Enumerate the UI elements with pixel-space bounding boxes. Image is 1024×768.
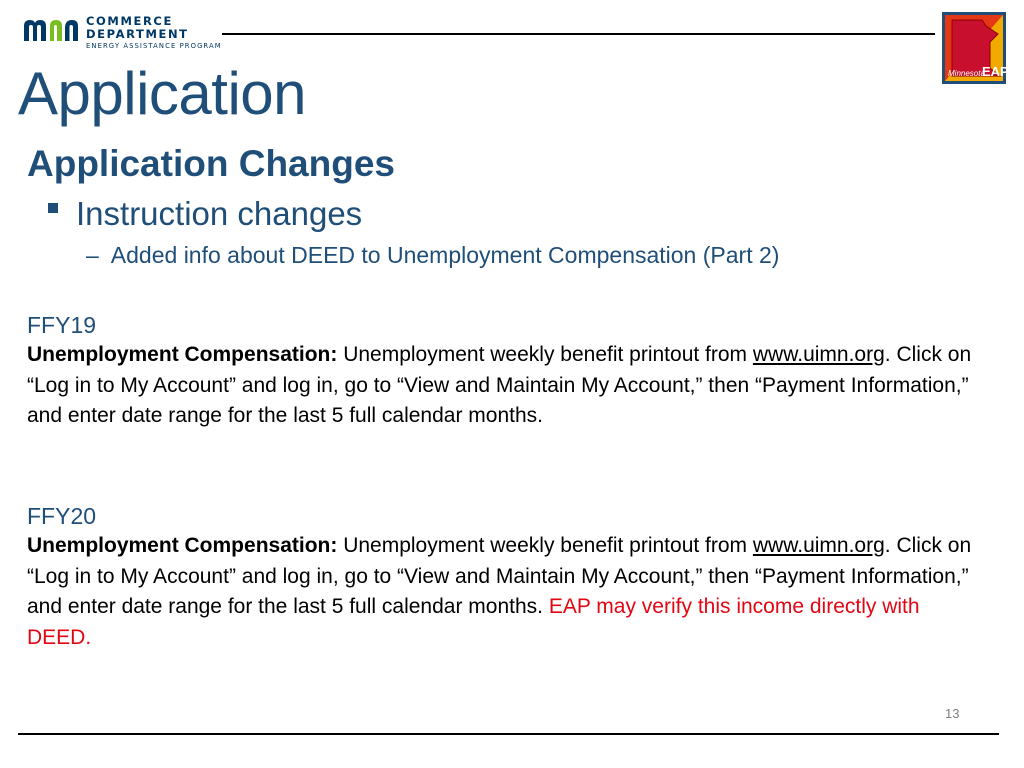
bold-lead: Unemployment Compensation: [27, 343, 338, 366]
dash-bullet-icon: – [86, 242, 99, 268]
section-body-ffy20 [27, 531, 977, 653]
square-bullet-icon [48, 203, 58, 213]
header-divider [222, 33, 935, 35]
section-label-ffy19: FFY19 [27, 312, 97, 338]
bold-lead: Unemployment Compensation: [27, 534, 338, 557]
uimn-link[interactable]: www.uimn.org [752, 343, 885, 366]
uimn-link[interactable]: www.uimn.org [752, 534, 885, 557]
sub-bullet-deed-info [86, 240, 779, 270]
body-text-a: Unemployment weekly benefit printout from [337, 534, 753, 557]
deed-verify-note: EAP may verify this income directly with DEED. [27, 595, 920, 649]
minnesota-eap-badge [942, 12, 1009, 84]
bullet-instruction-changes [48, 194, 362, 234]
svg-text:Minnesota: Minnesota [948, 69, 985, 78]
page-number: 13 [945, 706, 960, 721]
body-text-a: Unemployment weekly benefit printout from [337, 343, 753, 366]
body-text-b: . Click on “Log in to My Account” and log in, go to “View and Maintain My Account,” then “Payment Information,” and enter date range for the last 5 full calendar months. [27, 343, 972, 427]
bullet-l1-text: Instruction changes [76, 195, 363, 232]
section-body-ffy19 [27, 340, 977, 432]
logo-text-commerce: COMMERCE [86, 14, 173, 28]
svg-text:EAP: EAP [982, 64, 1009, 79]
logo-text-department: DEPARTMENT [86, 27, 189, 41]
section-label-ffy20: FFY20 [27, 503, 97, 529]
footer-divider [18, 733, 999, 735]
body-text-b: . Click on “Log in to My Account” and log in, go to “View and Maintain My Account,” then “Payment Information,” and enter date range for the last 5 full calendar months. [27, 534, 972, 618]
logo-text-program: ENERGY ASSISTANCE PROGRAM [86, 42, 222, 50]
slide-title: Application [18, 60, 307, 127]
slide-subtitle: Application Changes [27, 143, 395, 184]
bullet-l2-text: Added info about DEED to Unemployment Compensation (Part 2) [110, 242, 780, 268]
mn-logo-icon [22, 17, 80, 43]
